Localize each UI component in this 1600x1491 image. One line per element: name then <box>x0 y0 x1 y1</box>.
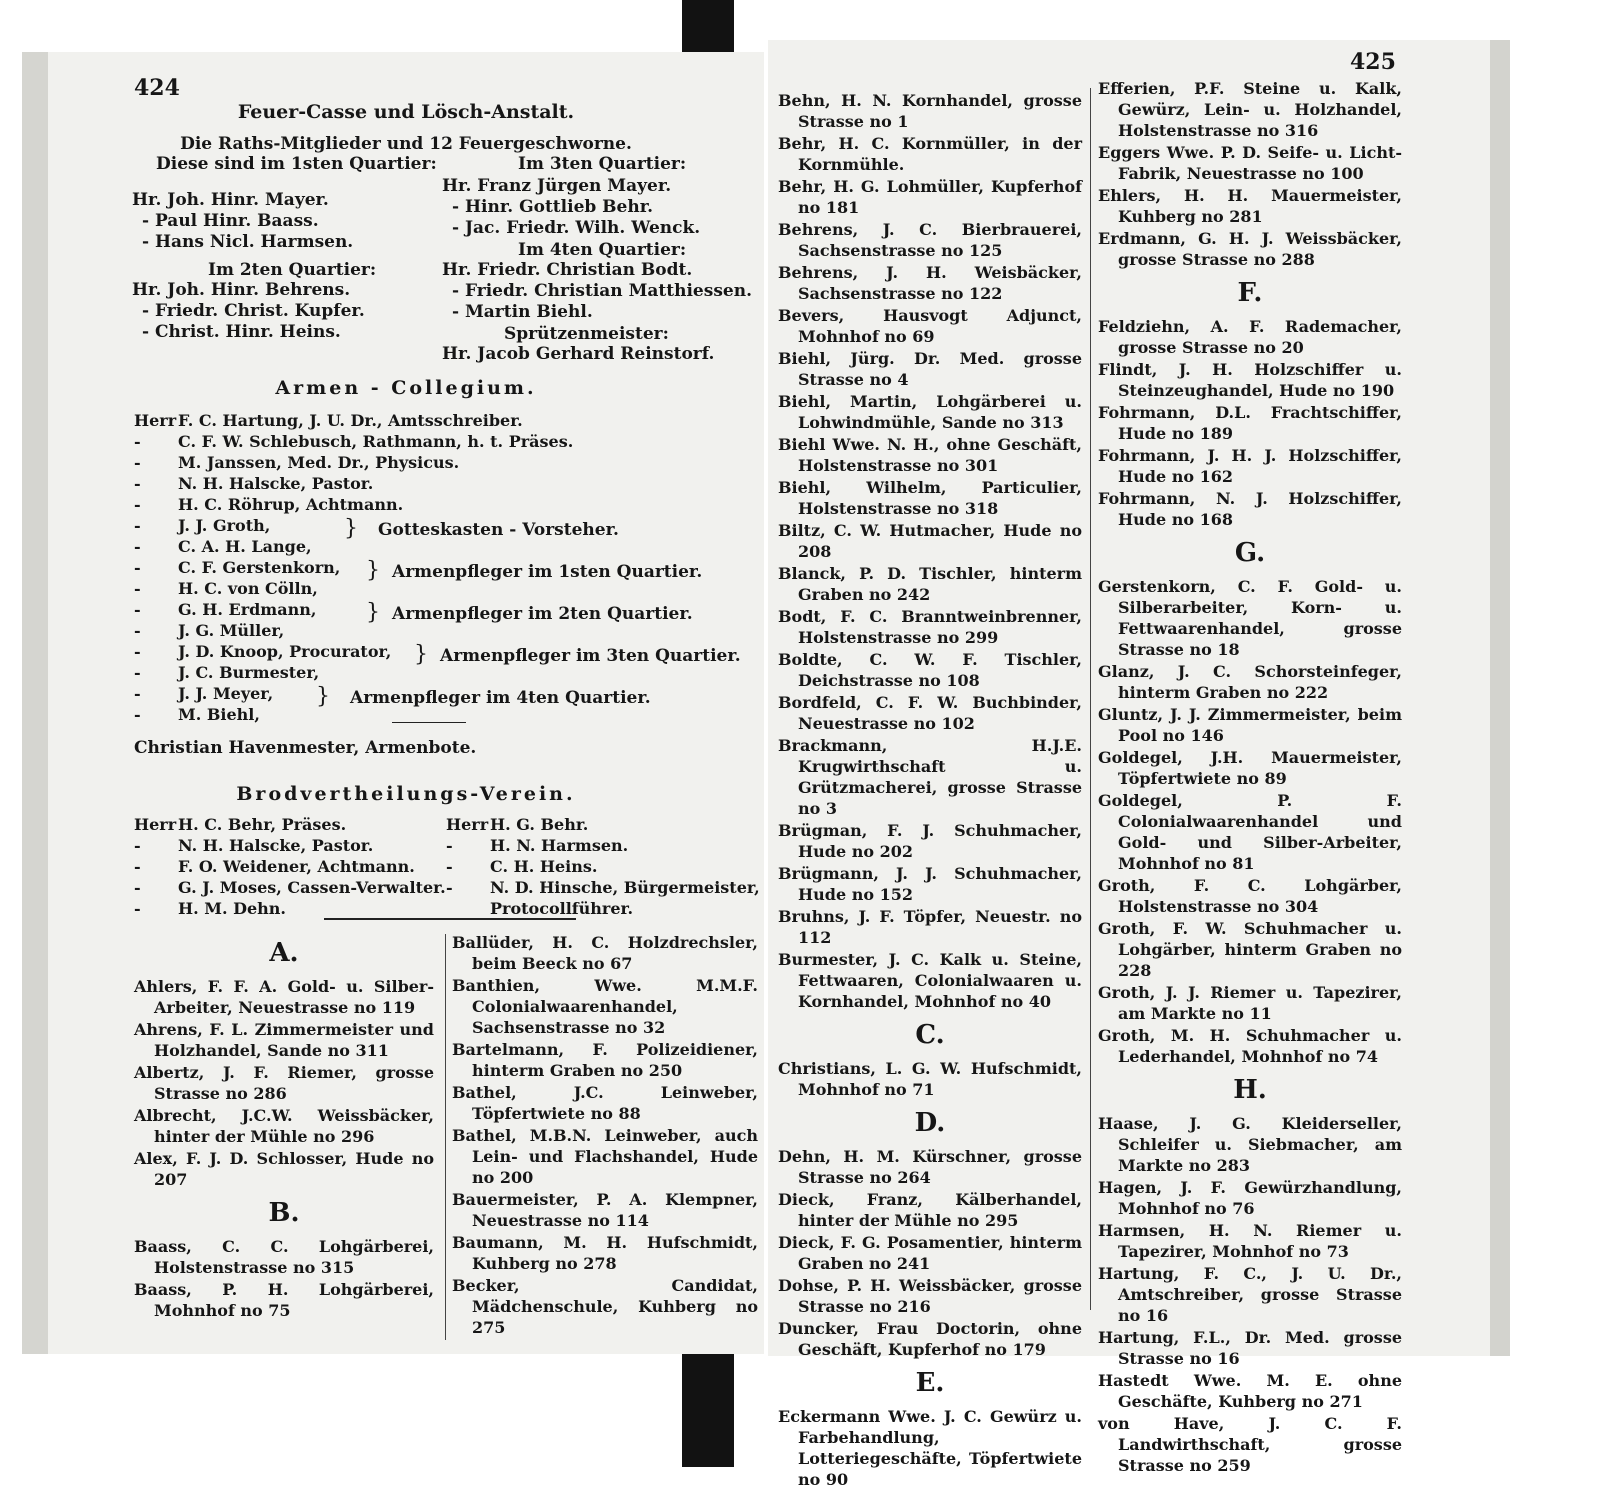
quartier-3-heading: Im 3ten Quartier: <box>518 154 687 174</box>
brod-member: - G. J. Moses, Cassen-Verwalter. <box>134 878 446 897</box>
register-entry: Bathel, M.B.N. Leinweber, auch Lein- und Flachshandel, Hude no 200 <box>452 1126 758 1187</box>
brod-member-list-left <box>134 814 446 919</box>
register-entry: Brügmann, J. J. Schuhmacher, Hude no 152 <box>778 864 1082 904</box>
section-letter: A. <box>269 938 299 968</box>
register-entry: Fohrmann, D.L. Frachtschiffer, Hude no 189 <box>1098 403 1402 443</box>
register-entry: von Have, J. C. F. Landwirthschaft, grosse Strasse no 259 <box>1098 1414 1402 1475</box>
register-entry: Dieck, F. G. Posamentier, hinterm Graben no 241 <box>778 1233 1082 1273</box>
register-entry: Duncker, Frau Doctorin, ohne Geschäft, Kupferhof no 179 <box>778 1319 1082 1359</box>
quartier-1-member: Hr. Joh. Hinr. Mayer. <box>132 190 329 210</box>
spritzenmeister-heading: Sprützenmeister: <box>504 324 669 344</box>
brod-member: - H. N. Harmsen. <box>446 836 629 855</box>
register-column-1 <box>134 930 434 1322</box>
armen-member: - C. F. Gerstenkorn, <box>134 558 341 577</box>
register-entry: Flindt, J. H. Holzschiffer u. Steinzeughandel, Hude no 190 <box>1098 360 1402 400</box>
section-letter: H. <box>1233 1075 1267 1105</box>
register-entry: Ahrens, F. L. Zimmermeister und Holzhandel, Sande no 311 <box>134 1020 434 1060</box>
register-entry: Alex, F. J. D. Schlosser, Hude no 207 <box>134 1149 434 1189</box>
group-brace: } <box>414 642 428 667</box>
register-entry: Fohrmann, J. H. J. Holzschiffer, Hude no 162 <box>1098 446 1402 486</box>
register-entry: Ballüder, H. C. Holzdrechsler, beim Beeck no 67 <box>452 933 758 973</box>
register-entry: Burmester, J. C. Kalk u. Steine, Fettwaaren, Colonialwaaren u. Kornhandel, Mohnhof no 40 <box>778 950 1082 1011</box>
section-letter: G. <box>1234 538 1266 568</box>
group-label-gotteskasten: Gotteskasten - Vorsteher. <box>378 520 619 540</box>
register-entry: Albrecht, J.C.W. Weissbäcker, hinter der Mühle no 296 <box>134 1106 434 1146</box>
fire-section-subtitle: Die Raths-Mitglieder und 12 Feuergeschworne. <box>180 134 632 154</box>
register-entry: Groth, M. H. Schuhmacher u. Lederhandel, Mohnhof no 74 <box>1098 1026 1402 1066</box>
register-entry: Albertz, J. F. Riemer, grosse Strasse no 286 <box>134 1063 434 1103</box>
group-label-quartier-4: Armenpfleger im 4ten Quartier. <box>350 688 651 708</box>
register-entry: Bathel, J.C. Leinweber, Töpfertwiete no 88 <box>452 1083 758 1123</box>
register-entry: Erdmann, G. H. J. Weissbäcker, grosse Strasse no 288 <box>1098 229 1402 269</box>
register-entry: Baass, P. H. Lohgärberei, Mohnhof no 75 <box>134 1280 434 1320</box>
register-entry: Goldegel, J.H. Mauermeister, Töpfertwiete no 89 <box>1098 748 1402 788</box>
register-entry: Behn, H. N. Kornhandel, grosse Strasse no 1 <box>778 91 1082 131</box>
register-entry: Bruhns, J. F. Töpfer, Neuestr. no 112 <box>778 907 1082 947</box>
quartier-4-member: Hr. Friedr. Christian Bodt. <box>442 260 693 280</box>
armen-member: - G. H. Erdmann, <box>134 600 317 619</box>
quartier-2-heading: Im 2ten Quartier: <box>208 260 377 280</box>
register-column-4 <box>1098 78 1402 1477</box>
register-entry: Biehl, Wilhelm, Particulier, Holstenstrasse no 318 <box>778 478 1082 518</box>
quartier-2-member: Hr. Joh. Hinr. Behrens. <box>132 280 351 300</box>
register-entry: Ehlers, H. H. Mauermeister, Kuhberg no 281 <box>1098 186 1402 226</box>
register-entry: Hartung, F.L., Dr. Med. grosse Strasse no 16 <box>1098 1328 1402 1368</box>
fire-section-title: Feuer-Casse und Lösch-Anstalt. <box>237 101 575 123</box>
register-entry: Biehl, Jürg. Dr. Med. grosse Strasse no 4 <box>778 349 1082 389</box>
quartier-4-member: - Friedr. Christian Matthiessen. <box>452 281 752 301</box>
register-entry: Ahlers, F. F. A. Gold- u. Silber-Arbeiter, Neuestrasse no 119 <box>134 977 434 1017</box>
group-brace: } <box>344 516 358 541</box>
register-entry: Blanck, P. D. Tischler, hinterm Graben no 242 <box>778 564 1082 604</box>
spritzenmeister-name: Hr. Jacob Gerhard Reinstorf. <box>442 344 715 364</box>
quartier-3-member: - Hinr. Gottlieb Behr. <box>452 197 654 217</box>
register-entry: Eggers Wwe. P. D. Seife- u. Licht-Fabrik, Neuestrasse no 100 <box>1098 143 1402 183</box>
register-column-3 <box>778 90 1082 1491</box>
register-entry: Dohse, P. H. Weissbäcker, grosse Strasse no 216 <box>778 1276 1082 1316</box>
section-letter: F. <box>1237 278 1263 308</box>
register-entry: Brügman, F. J. Schuhmacher, Hude no 202 <box>778 821 1082 861</box>
quartier-1-heading: Diese sind im 1sten Quartier: <box>156 154 437 174</box>
armen-member: - J. J. Groth, <box>134 516 271 535</box>
armen-member: - M. Janssen, Med. Dr., Physicus. <box>134 453 460 472</box>
register-entry: Hastedt Wwe. M. E. ohne Geschäfte, Kuhberg no 271 <box>1098 1371 1402 1411</box>
armen-member: - C. A. H. Lange, <box>134 537 312 556</box>
register-entry: Behr, H. C. Kornmüller, in der Kornmühle. <box>778 134 1082 174</box>
quartier-2-member: - Christ. Hinr. Heins. <box>142 322 341 342</box>
right-page <box>768 40 1510 1489</box>
section-letter: E. <box>915 1368 945 1398</box>
register-entry: Hartung, F. C., J. U. Dr., Amtschreiber, grosse Strasse no 16 <box>1098 1264 1402 1325</box>
register-entry: Becker, Candidat, Mädchenschule, Kuhberg no 275 <box>452 1276 758 1337</box>
brod-member: Protocollführer. <box>490 899 634 918</box>
register-entry: Bartelmann, F. Polizeidiener, hinterm Graben no 250 <box>452 1040 758 1080</box>
register-entry: Eckermann Wwe. J. C. Gewürz u. Farbehandlung, Lotteriegeschäfte, Töpfertwiete no 90 <box>778 1407 1082 1489</box>
group-brace: } <box>366 558 380 583</box>
quartier-2-member: - Friedr. Christ. Kupfer. <box>142 301 365 321</box>
register-entry: Behr, H. G. Lohmüller, Kupferhof no 181 <box>778 177 1082 217</box>
section-letter: B. <box>268 1198 300 1228</box>
armen-member: - J. C. Burmester, <box>134 663 320 682</box>
register-entry: Bordfeld, C. F. W. Buchbinder, Neuestrasse no 102 <box>778 693 1082 733</box>
register-entry: Baass, C. C. Lohgärberei, Holstenstrasse no 315 <box>134 1237 434 1277</box>
register-entry: Hagen, J. F. Gewürzhandlung, Mohnhof no 76 <box>1098 1178 1402 1218</box>
quartier-3-member: - Jac. Friedr. Wilh. Wenck. <box>452 218 701 238</box>
register-entry: Groth, F. C. Lohgärber, Holstenstrasse no 304 <box>1098 876 1402 916</box>
register-entry: Banthien, Wwe. M.M.F. Colonialwaarenhandel, Sachsenstrasse no 32 <box>452 976 758 1037</box>
register-entry: Biehl Wwe. N. H., ohne Geschäft, Holstenstrasse no 301 <box>778 435 1082 475</box>
brod-member: - C. H. Heins. <box>446 857 598 876</box>
register-entry: Glanz, J. C. Schorsteinfeger, hinterm Graben no 222 <box>1098 662 1402 702</box>
group-label-quartier-3: Armenpfleger im 3ten Quartier. <box>440 646 741 666</box>
armen-member: - M. Biehl, <box>134 705 260 724</box>
register-entry: Goldegel, P. F. Colonialwaarenhandel und Gold- und Silber-Arbeiter, Mohnhof no 81 <box>1098 791 1402 873</box>
register-entry: Dieck, Franz, Kälberhandel, hinter der Mühle no 295 <box>778 1190 1082 1230</box>
armen-member: - J. G. Müller, <box>134 621 285 640</box>
register-entry: Harmsen, H. N. Riemer u. Tapezirer, Mohnhof no 73 <box>1098 1221 1402 1261</box>
quartier-4-member: - Martin Biehl. <box>452 302 593 322</box>
quartier-4-heading: Im 4ten Quartier: <box>518 240 687 260</box>
brodvertheilung-title: Brodvertheilungs-Verein. <box>236 783 576 805</box>
brod-member: Herr H. C. Behr, Präses. <box>134 815 347 834</box>
register-entry: Groth, J. J. Riemer u. Tapezirer, am Markte no 11 <box>1098 983 1402 1023</box>
register-entry: Boldte, C. W. F. Tischler, Deichstrasse no 108 <box>778 650 1082 690</box>
register-entry: Brackmann, H.J.E. Krugwirthschaft u. Grützmacherei, grosse Strasse no 3 <box>778 736 1082 818</box>
register-entry: Bevers, Hausvogt Adjunct, Mohnhof no 69 <box>778 306 1082 346</box>
register-entry: Baumann, M. H. Hufschmidt, Kuhberg no 278 <box>452 1233 758 1273</box>
armenbote-line: Christian Havenmester, Armenbote. <box>134 738 477 758</box>
brod-member: Herr H. G. Behr. <box>446 815 589 834</box>
section-letter: D. <box>914 1108 946 1138</box>
left-page <box>22 52 764 1354</box>
armen-member: Herr F. C. Hartung, J. U. Dr., Amtsschreiber. <box>134 411 523 430</box>
group-label-quartier-2: Armenpfleger im 2ten Quartier. <box>392 604 693 624</box>
register-entry: Behrens, J. H. Weisbäcker, Sachsenstrasse no 122 <box>778 263 1082 303</box>
section-letter: C. <box>915 1020 945 1050</box>
column-divider <box>1090 88 1091 1310</box>
armen-member: - J. J. Meyer, <box>134 684 274 703</box>
register-entry: Haase, J. G. Kleiderseller, Schleifer u. Siebmacher, am Markte no 283 <box>1098 1114 1402 1175</box>
register-entry: Bauermeister, P. A. Klempner, Neuestrasse no 114 <box>452 1190 758 1230</box>
register-entry: Gluntz, J. J. Zimmermeister, beim Pool no 146 <box>1098 705 1402 745</box>
group-brace: } <box>316 684 330 709</box>
register-entry: Feldziehn, A. F. Rademacher, grosse Strasse no 20 <box>1098 317 1402 357</box>
armen-collegium-title: Armen - Collegium. <box>275 377 537 399</box>
register-entry: Bodt, F. C. Branntweinbrenner, Holstenstrasse no 299 <box>778 607 1082 647</box>
quartier-1-member: - Paul Hinr. Baass. <box>142 211 319 231</box>
register-entry: Groth, F. W. Schuhmacher u. Lohgärber, hinterm Graben no 228 <box>1098 919 1402 980</box>
quartier-3-member: Hr. Franz Jürgen Mayer. <box>442 176 672 196</box>
register-entry: Fohrmann, N. J. Holzschiffer, Hude no 168 <box>1098 489 1402 529</box>
divider <box>392 722 466 723</box>
brod-member: - N. D. Hinsche, Bürgermeister, <box>446 878 760 897</box>
page-number-right: 425 <box>1350 49 1396 75</box>
register-entry: Behrens, J. C. Bierbrauerei, Sachsenstrasse no 125 <box>778 220 1082 260</box>
column-divider <box>445 934 446 1340</box>
brod-member: - F. O. Weidener, Achtmann. <box>134 857 415 876</box>
brod-member-list-right <box>446 814 760 919</box>
page-number-left: 424 <box>134 75 180 101</box>
register-entry: Biltz, C. W. Hutmacher, Hude no 208 <box>778 521 1082 561</box>
armen-member: - N. H. Halscke, Pastor. <box>134 474 374 493</box>
armen-member: - H. C. von Cölln, <box>134 579 318 598</box>
register-entry: Efferien, P.F. Steine u. Kalk, Gewürz, Lein- u. Holzhandel, Holstenstrasse no 316 <box>1098 79 1402 140</box>
group-brace: } <box>366 600 380 625</box>
armen-member: - H. C. Röhrup, Achtmann. <box>134 495 404 514</box>
brod-member: - N. H. Halscke, Pastor. <box>134 836 374 855</box>
brod-member: - H. M. Dehn. <box>134 899 286 918</box>
armen-member: - C. F. W. Schlebusch, Rathmann, h. t. Präses. <box>134 432 574 451</box>
register-column-2 <box>452 932 758 1339</box>
register-entry: Christians, L. G. W. Hufschmidt, Mohnhof no 71 <box>778 1059 1082 1099</box>
quartier-1-member: - Hans Nicl. Harmsen. <box>142 232 354 252</box>
armen-member: - J. D. Knoop, Procurator, <box>134 642 392 661</box>
register-entry: Gerstenkorn, C. F. Gold- u. Silberarbeiter, Korn- u. Fettwaarenhandel, grosse Strasse no 18 <box>1098 577 1402 659</box>
register-entry: Biehl, Martin, Lohgärberei u. Lohwindmühle, Sande no 313 <box>778 392 1082 432</box>
divider <box>324 918 576 920</box>
group-label-quartier-1: Armenpfleger im 1sten Quartier. <box>392 562 703 582</box>
register-entry: Dehn, H. M. Kürschner, grosse Strasse no 264 <box>778 1147 1082 1187</box>
